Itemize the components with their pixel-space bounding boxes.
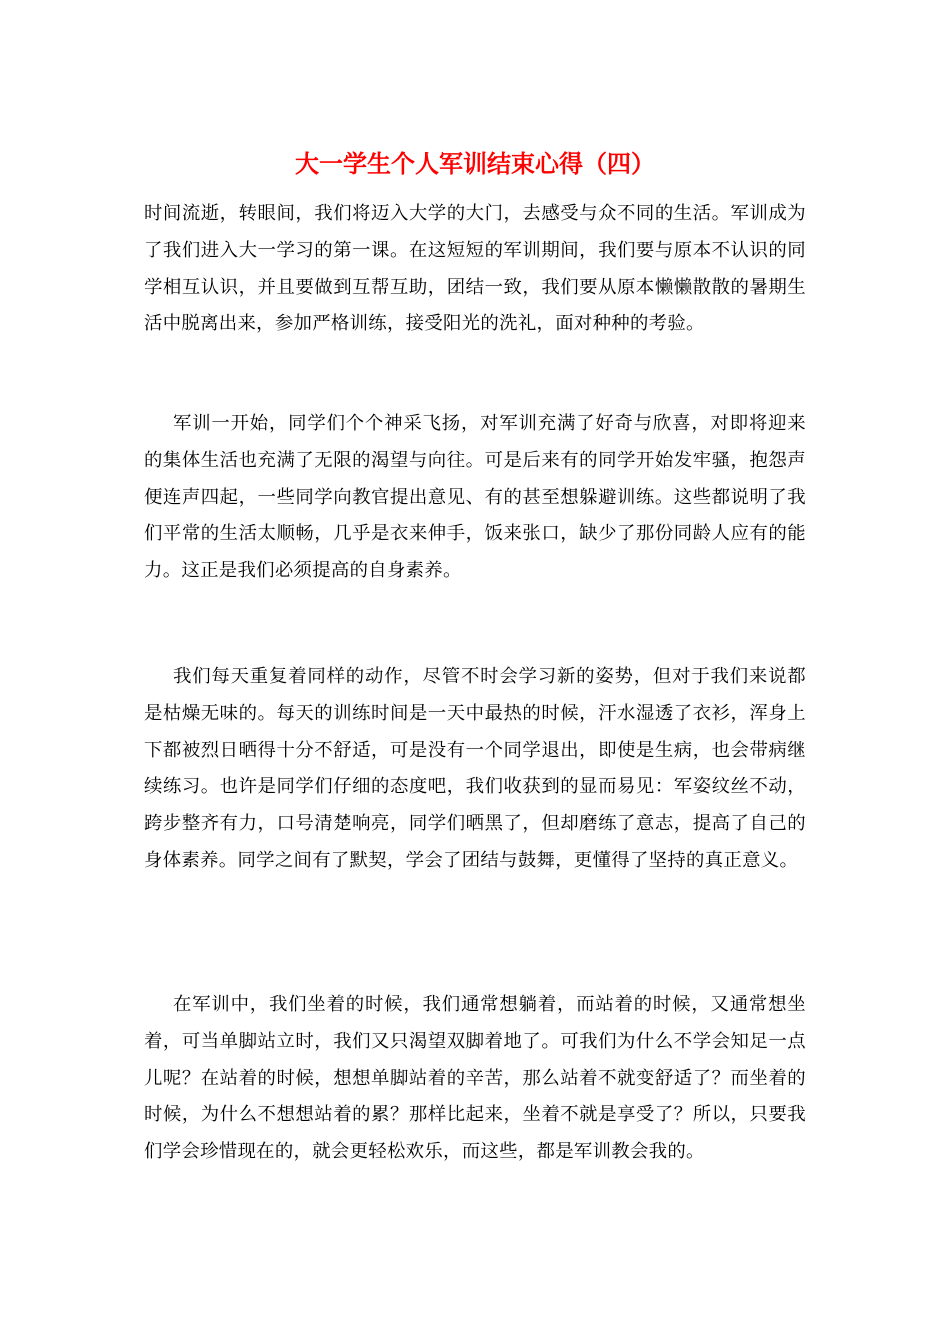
paragraph-3: 我们每天重复着同样的动作，尽管不时会学习新的姿势，但对于我们来说都是枯燥无味的。每天的训练时间是一天中最热的时候，汗水湿透了衣衫，浑身上下都被烈日晒得十分不舒适，可是没有一个同学退出，即使是生病，也会带病继续练习。也许是同学们仔细的态度吧，我们收获到的显而易见：军姿纹丝不动，跨步整齐有力，口号清楚响亮，同学们晒黑了，但却磨练了意志，提高了自己的身体素养。同学之间有了默契，学会了团结与鼓舞，更懂得了坚持的真正意义。: [144, 666, 806, 871]
paragraph-1: 时间流逝，转眼间，我们将迈入大学的大门，去感受与众不同的生活。军训成为了我们进入大一学习的第一课。在这短短的军训期间，我们要与原本不认识的同学相互认识，并且要做到互帮互助，团结一致，我们要从原本懒懒散散的暑期生活中脱离出来，参加严格训练，接受阳光的洗礼，面对种种的考验。: [144, 203, 806, 335]
paragraph-2: 军训一开始，同学们个个神采飞扬，对军训充满了好奇与欣喜，对即将迎来的集体生活也充满了无限的渴望与向往。可是后来有的同学开始发牢骚，抱怨声便连声四起，一些同学向教官提出意见、有的甚至想躲避训练。这些都说明了我们平常的生活太顺畅，几乎是衣来伸手，饭来张口，缺少了那份同龄人应有的能力。这正是我们必须提高的自身素养。: [144, 413, 806, 582]
document-title: 大一学生个人军训结束心得（四）: [295, 149, 655, 178]
paragraph-4: 在军训中，我们坐着的时候，我们通常想躺着，而站着的时候，又通常想坐着，可当单脚站立时，我们又只渴望双脚着地了。可我们为什么不学会知足一点儿呢？在站着的时候，想想单脚站着的辛苦，那么站着不就变舒适了？而坐着的时候，为什么不想想站着的累？那样比起来，坐着不就是享受了？所以，只要我们学会珍惜现在的，就会更轻松欢乐，而这些，都是军训教会我的。: [144, 994, 806, 1163]
